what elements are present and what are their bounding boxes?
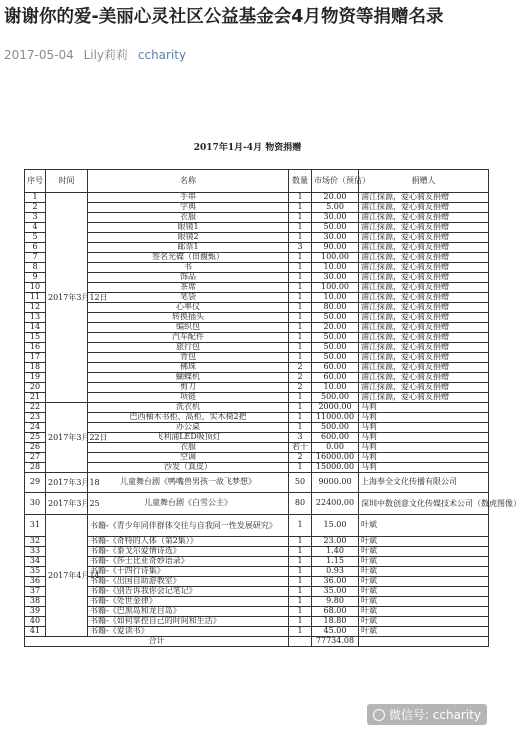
table-row [25, 627, 489, 637]
cell-qty: 1 [289, 607, 312, 617]
cell-no: 7 [25, 253, 46, 263]
cell-donor: 叶斌 [359, 537, 489, 547]
cell-qty: 1 [289, 333, 312, 343]
table-row [25, 393, 489, 403]
cell-price: 23.00 [312, 537, 359, 547]
cell-price: 30.00 [312, 273, 359, 283]
cell-qty: 3 [289, 243, 312, 253]
cell-no: 21 [25, 393, 46, 403]
table-row [25, 353, 489, 363]
cell-price: 45.00 [312, 627, 359, 637]
cell-qty: 1 [289, 193, 312, 203]
document-title: 2017年1月-4月 物资捐赠 [193, 143, 302, 153]
cell-qty: 1 [289, 353, 312, 363]
cell-name: 汽车配件 [88, 333, 289, 343]
cell-no: 3 [25, 213, 46, 223]
table-row [25, 373, 489, 383]
cell-donor: 叶斌 [359, 617, 489, 627]
total-donor [359, 637, 489, 647]
cell-qty: 1 [289, 263, 312, 273]
cell-no: 27 [25, 453, 46, 463]
cell-donor: 浦江探源，爱心骑友捐赠 [359, 313, 489, 323]
cell-name: 书籍-《莎士比亚奇妙语录》 [88, 557, 289, 567]
header-name: 名称 [88, 170, 289, 193]
cell-no: 39 [25, 607, 46, 617]
table-row [25, 607, 489, 617]
cell-name: 书籍-《青少年同伴群体交往与自我同一性发展研究》 [88, 515, 289, 537]
cell-qty: 1 [289, 515, 312, 537]
table-header-row [25, 170, 489, 193]
cell-donor: 叶斌 [359, 557, 489, 567]
table-row [25, 413, 489, 423]
cell-donor: 浦江探源，爱心骑友捐赠 [359, 273, 489, 283]
cell-no: 17 [25, 353, 46, 363]
cell-no: 6 [25, 243, 46, 253]
cell-price: 11000.00 [312, 413, 359, 423]
cell-no: 2 [25, 203, 46, 213]
cell-name: 书籍-《如何掌控自己的时间和生活》 [88, 617, 289, 627]
cell-donor: 马莉 [359, 403, 489, 413]
cell-no: 9 [25, 273, 46, 283]
cell-price: 50.00 [312, 223, 359, 233]
cell-name: 佛珠 [88, 363, 289, 373]
cell-donor: 浦江探源，爱心骑友捐赠 [359, 383, 489, 393]
cell-donor: 马莉 [359, 423, 489, 433]
cell-qty: 1 [289, 393, 312, 403]
cell-qty: 1 [289, 303, 312, 313]
cell-name: 书籍-《出国自助游教室》 [88, 577, 289, 587]
cell-name: 书籍-《别告诉我你会记笔记》 [88, 587, 289, 597]
cell-donor: 浦江探源，爱心骑友捐赠 [359, 363, 489, 373]
cell-no: 10 [25, 283, 46, 293]
cell-name: 书籍-《奇特的人体（第2集）》 [88, 537, 289, 547]
header-price: 市场价（预估） [312, 170, 359, 193]
wechat-watermark [367, 704, 487, 725]
table-row [25, 283, 489, 293]
cell-no: 34 [25, 557, 46, 567]
cell-qty: 1 [289, 557, 312, 567]
cell-date: 2017年3月25 [46, 493, 88, 515]
cell-qty: 1 [289, 283, 312, 293]
cell-name: 书籍-《巴黑岛和龙目岛》 [88, 607, 289, 617]
cell-donor: 浦江探源，爱心骑友捐赠 [359, 253, 489, 263]
cell-qty: 3 [289, 433, 312, 443]
cell-donor: 浦江探源，爱心骑友捐赠 [359, 193, 489, 203]
cell-qty: 1 [289, 233, 312, 243]
cell-qty: 1 [289, 627, 312, 637]
cell-no: 22 [25, 403, 46, 413]
table-row [25, 243, 489, 253]
table-row [25, 253, 489, 263]
cell-donor: 浦江探源，爱心骑友捐赠 [359, 263, 489, 273]
total-label: 合计 [25, 637, 289, 647]
cell-donor: 叶斌 [359, 577, 489, 587]
cell-no: 4 [25, 223, 46, 233]
cell-donor: 马莉 [359, 443, 489, 453]
cell-name: 笔袋 [88, 293, 289, 303]
author-name[interactable]: Lily莉莉 [83, 48, 129, 62]
cell-qty: 1 [289, 413, 312, 423]
cell-name: 饰品 [88, 273, 289, 283]
cell-no: 5 [25, 233, 46, 243]
cell-donor: 浦江探源，爱心骑友捐赠 [359, 373, 489, 383]
table-row [25, 223, 489, 233]
table-row [25, 333, 489, 343]
cell-price: 68.00 [312, 607, 359, 617]
cell-name: 儿童舞台剧《白雪公主》 [88, 493, 289, 515]
account-link[interactable]: ccharity [137, 48, 187, 62]
total-value: 77734.08 [312, 637, 359, 647]
table-row [25, 547, 489, 557]
cell-qty: 1 [289, 577, 312, 587]
cell-price: 18.80 [312, 617, 359, 627]
table-row [25, 383, 489, 393]
cell-date: 2017年4月14 [46, 515, 88, 637]
cell-donor: 叶斌 [359, 547, 489, 557]
cell-name: 手串 [88, 193, 289, 203]
cell-name: 飞利浦LED吸顶灯 [88, 433, 289, 443]
total-qty [289, 637, 312, 647]
cell-donor: 浦江探源，爱心骑友捐赠 [359, 293, 489, 303]
cell-donor: 浦江探源，爱心骑友捐赠 [359, 323, 489, 333]
cell-price: 60.00 [312, 363, 359, 373]
cell-qty: 80 [289, 493, 312, 515]
cell-name: 茶席 [88, 283, 289, 293]
cell-qty: 2 [289, 453, 312, 463]
cell-qty: 1 [289, 253, 312, 263]
cell-donor: 浦江探源，爱心骑友捐赠 [359, 283, 489, 293]
table-row [25, 213, 489, 223]
cell-name: 项链 [88, 393, 289, 403]
cell-price: 50.00 [312, 353, 359, 363]
cell-qty: 1 [289, 203, 312, 213]
cell-name: 洗衣机 [88, 403, 289, 413]
cell-price: 36.00 [312, 577, 359, 587]
cell-donor: 浦江探源，爱心骑友捐赠 [359, 243, 489, 253]
cell-donor: 叶斌 [359, 627, 489, 637]
cell-price: 35.00 [312, 587, 359, 597]
cell-name: 儿童舞台剧《鸭嘴兽男孩一故飞梦想》 [88, 473, 289, 493]
cell-no: 29 [25, 473, 46, 493]
table-row [25, 203, 489, 213]
cell-no: 41 [25, 627, 46, 637]
donation-table [24, 169, 521, 647]
cell-name: 书籍-《泰戈尔爱情诗选》 [88, 547, 289, 557]
cell-name: 书籍-《爱读书》 [88, 627, 289, 637]
cell-name: 编织包 [88, 323, 289, 333]
cell-price: 50.00 [312, 313, 359, 323]
cell-name: 字典 [88, 203, 289, 213]
cell-price: 9000.00 [312, 473, 359, 493]
cell-name: 眼镜2 [88, 233, 289, 243]
cell-qty: 2 [289, 373, 312, 383]
cell-no: 23 [25, 413, 46, 423]
table-row [25, 537, 489, 547]
cell-price: 5.00 [312, 203, 359, 213]
cell-no: 18 [25, 363, 46, 373]
cell-name: 蝴蝶机 [88, 373, 289, 383]
cell-name: 转换插头 [88, 313, 289, 323]
table-row [25, 567, 489, 577]
header-qty: 数量 [289, 170, 312, 193]
cell-price: 1.40 [312, 547, 359, 557]
cell-no: 24 [25, 423, 46, 433]
cell-no: 14 [25, 323, 46, 333]
table-row [25, 443, 489, 453]
cell-qty: 1 [289, 463, 312, 473]
cell-name: 沙发（真皮） [88, 463, 289, 473]
cell-donor: 马莉 [359, 433, 489, 443]
table-row [25, 313, 489, 323]
cell-name: 眼镜1 [88, 223, 289, 233]
publish-date: 2017-05-04 [4, 48, 74, 62]
cell-name: 背包 [88, 353, 289, 363]
cell-price: 0.00 [312, 443, 359, 453]
header-date: 时间 [46, 170, 88, 193]
table-row [25, 303, 489, 313]
table-row [25, 193, 489, 203]
table-row [25, 515, 489, 537]
cell-donor: 深圳中数创意文化传媒技术公司（数虎图像） [359, 493, 489, 515]
cell-no: 36 [25, 577, 46, 587]
cell-donor: 马莉 [359, 463, 489, 473]
cell-no: 20 [25, 383, 46, 393]
cell-qty: 1 [289, 343, 312, 353]
cell-no: 32 [25, 537, 46, 547]
table-row [25, 403, 489, 413]
cell-price: 500.00 [312, 423, 359, 433]
cell-name: 旅行包 [88, 343, 289, 353]
table-row [25, 233, 489, 243]
cell-price: 0.93 [312, 567, 359, 577]
cell-no: 16 [25, 343, 46, 353]
cell-donor: 浦江探源，爱心骑友捐赠 [359, 233, 489, 243]
article-title: 谢谢你的爱-美丽心灵社区公益基金会4月物资等捐赠名录 [4, 7, 444, 27]
cell-qty: 1 [289, 403, 312, 413]
cell-price: 50.00 [312, 333, 359, 343]
table-row [25, 463, 489, 473]
table-row [25, 323, 489, 333]
table-row [25, 597, 489, 607]
cell-price: 1.15 [312, 557, 359, 567]
cell-donor: 浦江探源，爱心骑友捐赠 [359, 353, 489, 363]
cell-name: 衣服 [88, 443, 289, 453]
cell-donor: 马莉 [359, 413, 489, 423]
cell-donor: 浦江探源，爱心骑友捐赠 [359, 223, 489, 233]
cell-name: 巴西柚木书柜、高柜、实木椅2把 [88, 413, 289, 423]
table-row [25, 273, 489, 283]
cell-qty: 2 [289, 383, 312, 393]
cell-name: 书籍-《十四行诗集》 [88, 567, 289, 577]
cell-no: 37 [25, 587, 46, 597]
cell-qty: 1 [289, 547, 312, 557]
cell-no: 19 [25, 373, 46, 383]
cell-price: 15.00 [312, 515, 359, 537]
header-no: 序号 [25, 170, 46, 193]
cell-price: 100.00 [312, 253, 359, 263]
article-meta [4, 46, 192, 63]
cell-donor: 马莉 [359, 453, 489, 463]
cell-qty: 1 [289, 323, 312, 333]
cell-name: 邮票1 [88, 243, 289, 253]
cell-name: 办公桌 [88, 423, 289, 433]
cell-donor: 浦江探源，爱心骑友捐赠 [359, 203, 489, 213]
cell-price: 9.80 [312, 597, 359, 607]
cell-no: 35 [25, 567, 46, 577]
cell-donor: 叶斌 [359, 587, 489, 597]
cell-name: 剪刀 [88, 383, 289, 393]
cell-no: 31 [25, 515, 46, 537]
cell-price: 50.00 [312, 343, 359, 353]
cell-name: 衣服 [88, 213, 289, 223]
cell-qty: 1 [289, 423, 312, 433]
cell-date: 2017年3月12日 [46, 193, 88, 403]
table-row [25, 423, 489, 433]
cell-no: 30 [25, 493, 46, 515]
cell-price: 80.00 [312, 303, 359, 313]
table-row [25, 343, 489, 353]
table-row [25, 263, 489, 273]
cell-price: 16000.00 [312, 453, 359, 463]
cell-donor: 叶斌 [359, 607, 489, 617]
cell-no: 12 [25, 303, 46, 313]
cell-donor: 叶斌 [359, 515, 489, 537]
cell-price: 600.00 [312, 433, 359, 443]
cell-name: 心率仪 [88, 303, 289, 313]
cell-no: 40 [25, 617, 46, 627]
cell-qty: 若干 [289, 443, 312, 453]
cell-name: 书籍-《处世金律》 [88, 597, 289, 607]
cell-donor: 叶斌 [359, 567, 489, 577]
watermark-text: 微信号: ccharity [388, 708, 481, 722]
cell-no: 38 [25, 597, 46, 607]
cell-price: 10.00 [312, 263, 359, 273]
table-row [25, 363, 489, 373]
cell-qty: 1 [289, 537, 312, 547]
cell-no: 11 [25, 293, 46, 303]
cell-no: 8 [25, 263, 46, 273]
table-row [25, 617, 489, 627]
cell-qty: 1 [289, 223, 312, 233]
cell-qty: 1 [289, 213, 312, 223]
cell-qty: 1 [289, 587, 312, 597]
cell-qty: 1 [289, 567, 312, 577]
cell-price: 60.00 [312, 373, 359, 383]
header-donor: 捐赠人 [359, 170, 489, 193]
cell-no: 33 [25, 547, 46, 557]
cell-date: 2017年3月22日 [46, 403, 88, 473]
cell-qty: 1 [289, 313, 312, 323]
cell-price: 500.00 [312, 393, 359, 403]
cell-price: 22400.00 [312, 493, 359, 515]
cell-donor: 上海奉全文化传播有限公司 [359, 473, 489, 493]
cell-qty: 1 [289, 293, 312, 303]
cell-name: 签名光碟（田馥甄） [88, 253, 289, 263]
cell-price: 30.00 [312, 213, 359, 223]
cell-price: 20.00 [312, 193, 359, 203]
cell-price: 10.00 [312, 383, 359, 393]
cell-donor: 叶斌 [359, 597, 489, 607]
table-row [25, 587, 489, 597]
cell-qty: 2 [289, 363, 312, 373]
cell-donor: 浦江探源，爱心骑友捐赠 [359, 343, 489, 353]
cell-qty: 50 [289, 473, 312, 493]
cell-no: 1 [25, 193, 46, 203]
cell-qty: 1 [289, 597, 312, 607]
cell-name: 空调 [88, 453, 289, 463]
cell-no: 25 [25, 433, 46, 443]
table-row [25, 473, 489, 493]
cell-price: 15000.00 [312, 463, 359, 473]
cell-qty: 1 [289, 273, 312, 283]
table-row [25, 557, 489, 567]
cell-price: 2000.00 [312, 403, 359, 413]
cell-no: 28 [25, 463, 46, 473]
cell-date: 2017年3月18 [46, 473, 88, 493]
cell-no: 26 [25, 443, 46, 453]
cell-no: 15 [25, 333, 46, 343]
cell-no: 13 [25, 313, 46, 323]
total-row [25, 637, 489, 647]
cell-price: 100.00 [312, 283, 359, 293]
cell-donor: 浦江探源，爱心骑友捐赠 [359, 303, 489, 313]
wechat-icon [373, 709, 385, 721]
table-row [25, 453, 489, 463]
cell-donor: 浦江探源，爱心骑友捐赠 [359, 393, 489, 403]
cell-qty: 1 [289, 617, 312, 627]
table-row [25, 493, 489, 515]
table-row [25, 577, 489, 587]
cell-price: 10.00 [312, 293, 359, 303]
cell-donor: 浦江探源，爱心骑友捐赠 [359, 333, 489, 343]
cell-price: 20.00 [312, 323, 359, 333]
cell-donor: 浦江探源，爱心骑友捐赠 [359, 213, 489, 223]
cell-name: 书 [88, 263, 289, 273]
cell-price: 30.00 [312, 233, 359, 243]
cell-price: 90.00 [312, 243, 359, 253]
